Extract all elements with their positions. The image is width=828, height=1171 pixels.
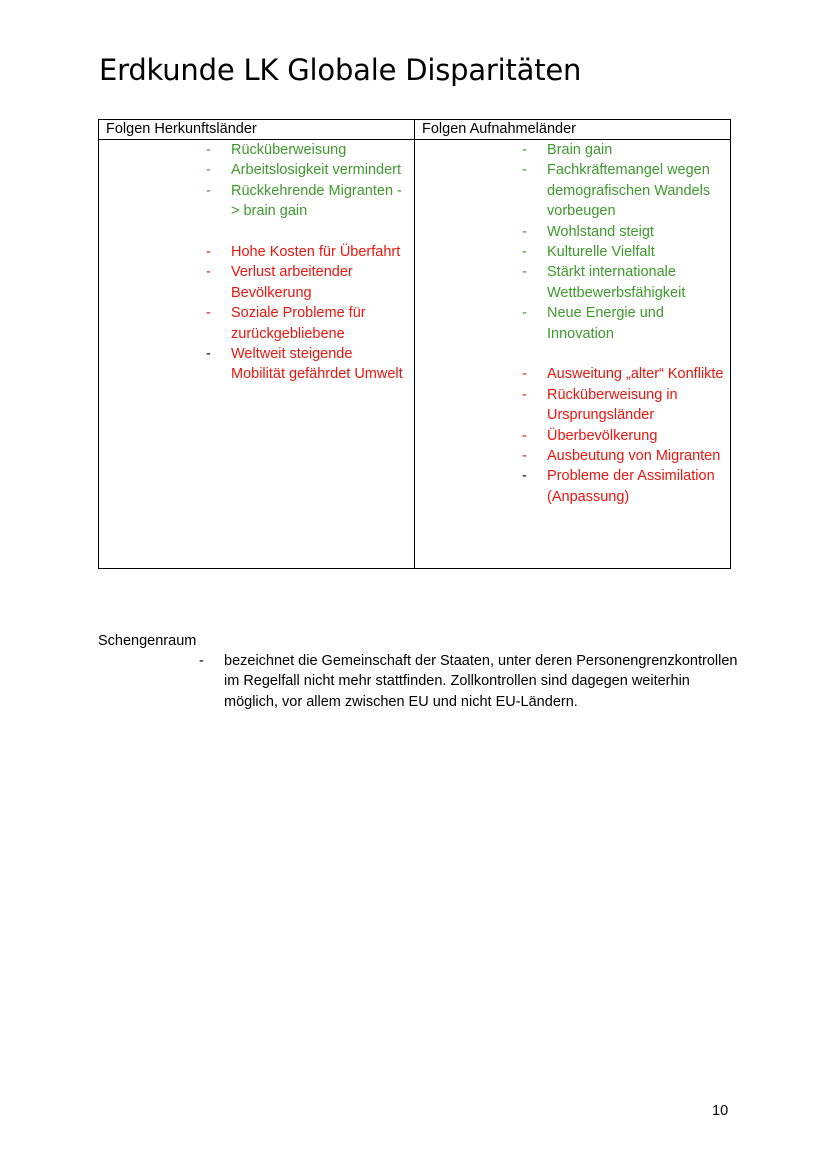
list-item-text: Arbeitslosigkeit vermindert — [231, 162, 402, 179]
list-item — [99, 140, 414, 160]
bullet-dash: - — [199, 653, 204, 669]
herkunft-cell — [99, 140, 415, 569]
bullet-dash: - — [206, 346, 211, 363]
list-item — [99, 262, 414, 303]
bullet-dash: - — [206, 182, 211, 199]
list-item-text: Weltweit steigende Mobilität gefährdet Umwelt — [231, 346, 403, 383]
consequences-table — [98, 119, 731, 569]
bullet-dash: - — [522, 468, 527, 485]
schengen-definition-list — [98, 651, 738, 712]
header-herkunftslaender: Folgen Herkunftsländer — [99, 120, 415, 140]
list-item-text: Brain gain — [547, 142, 613, 158]
aufnahme-negative-list — [415, 364, 730, 507]
bullet-dash: - — [206, 244, 211, 261]
list-item-text: Probleme der Assimilation (Anpassung) — [547, 468, 715, 505]
table-header-row — [99, 120, 731, 140]
herkunft-negative-list — [99, 242, 414, 385]
list-item — [99, 344, 414, 385]
bullet-dash: - — [206, 264, 211, 281]
list-item-text: Überbevölkerung — [547, 427, 658, 444]
list-item-text: Ausbeutung von Migranten — [547, 448, 721, 465]
list-item — [99, 181, 414, 222]
list-item-text: Kulturelle Vielfalt — [547, 244, 655, 261]
list-item — [415, 385, 730, 426]
list-item — [415, 222, 730, 242]
list-item — [415, 303, 730, 344]
list-item-text: Ausweitung „alter“ Konflikte — [547, 366, 724, 383]
list-item-text: bezeichnet die Gemeinschaft der Staaten, unter deren Personengrenzkontrollen im Regelfall nicht mehr stattfinden. Zollkontrollen sind dagegen weiterhin möglich, vor allem zwischen EU und nicht EU-Ländern. — [224, 653, 738, 710]
bullet-dash: - — [522, 448, 527, 465]
page-number: 10 — [712, 1103, 729, 1119]
list-item — [415, 446, 730, 466]
list-item-text: Rücküberweisung in Ursprungsländer — [547, 386, 678, 424]
header-aufnahmelaender: Folgen Aufnahmeländer — [415, 120, 731, 140]
list-item-text: Hohe Kosten für Überfahrt — [231, 244, 401, 261]
list-item — [415, 262, 730, 303]
bullet-dash: - — [522, 162, 527, 179]
bullet-dash: - — [522, 244, 527, 261]
bullet-dash: - — [522, 427, 527, 444]
schengen-heading: Schengenraum — [98, 633, 197, 649]
bullet-dash: - — [522, 305, 527, 322]
list-item-text: Verlust arbeitender Bevölkerung — [231, 264, 353, 301]
aufnahme-cell — [415, 140, 731, 569]
list-item — [415, 426, 730, 446]
list-item-text: Soziale Probleme für zurückgebliebene — [231, 305, 366, 342]
bullet-dash: - — [522, 366, 527, 383]
list-item — [98, 651, 738, 712]
bullet-dash: - — [522, 223, 527, 240]
bullet-dash: - — [206, 305, 211, 322]
page-title: Erdkunde LK Globale Disparitäten — [99, 53, 582, 87]
bullet-dash: - — [522, 142, 527, 158]
bullet-dash: - — [522, 264, 527, 281]
list-item — [99, 303, 414, 344]
list-item — [415, 242, 730, 262]
list-spacer — [99, 222, 414, 242]
herkunft-positive-list — [99, 140, 414, 222]
list-item-text: Fachkräftemangel wegen demografischen Wandels vorbeugen — [547, 162, 711, 220]
table-body-row — [99, 140, 731, 569]
list-item — [415, 140, 730, 160]
bullet-dash: - — [206, 162, 211, 179]
list-item — [99, 160, 414, 180]
aufnahme-positive-list — [415, 140, 730, 344]
list-item — [415, 160, 730, 221]
list-item — [99, 242, 414, 262]
bullet-dash: - — [206, 142, 211, 158]
list-item-text: Neue Energie und Innovation — [547, 305, 664, 342]
list-item-text: Rücküberweisung — [231, 142, 347, 158]
list-item — [415, 466, 730, 507]
list-item-text: Wohlstand steigt — [547, 223, 654, 240]
list-spacer — [415, 344, 730, 364]
list-item — [415, 364, 730, 384]
bullet-dash: - — [522, 386, 527, 403]
list-item-text: Rückkehrende Migranten -> brain gain — [231, 182, 402, 220]
list-item-text: Stärkt internationale Wettbewerbsfähigkeit — [547, 264, 686, 301]
